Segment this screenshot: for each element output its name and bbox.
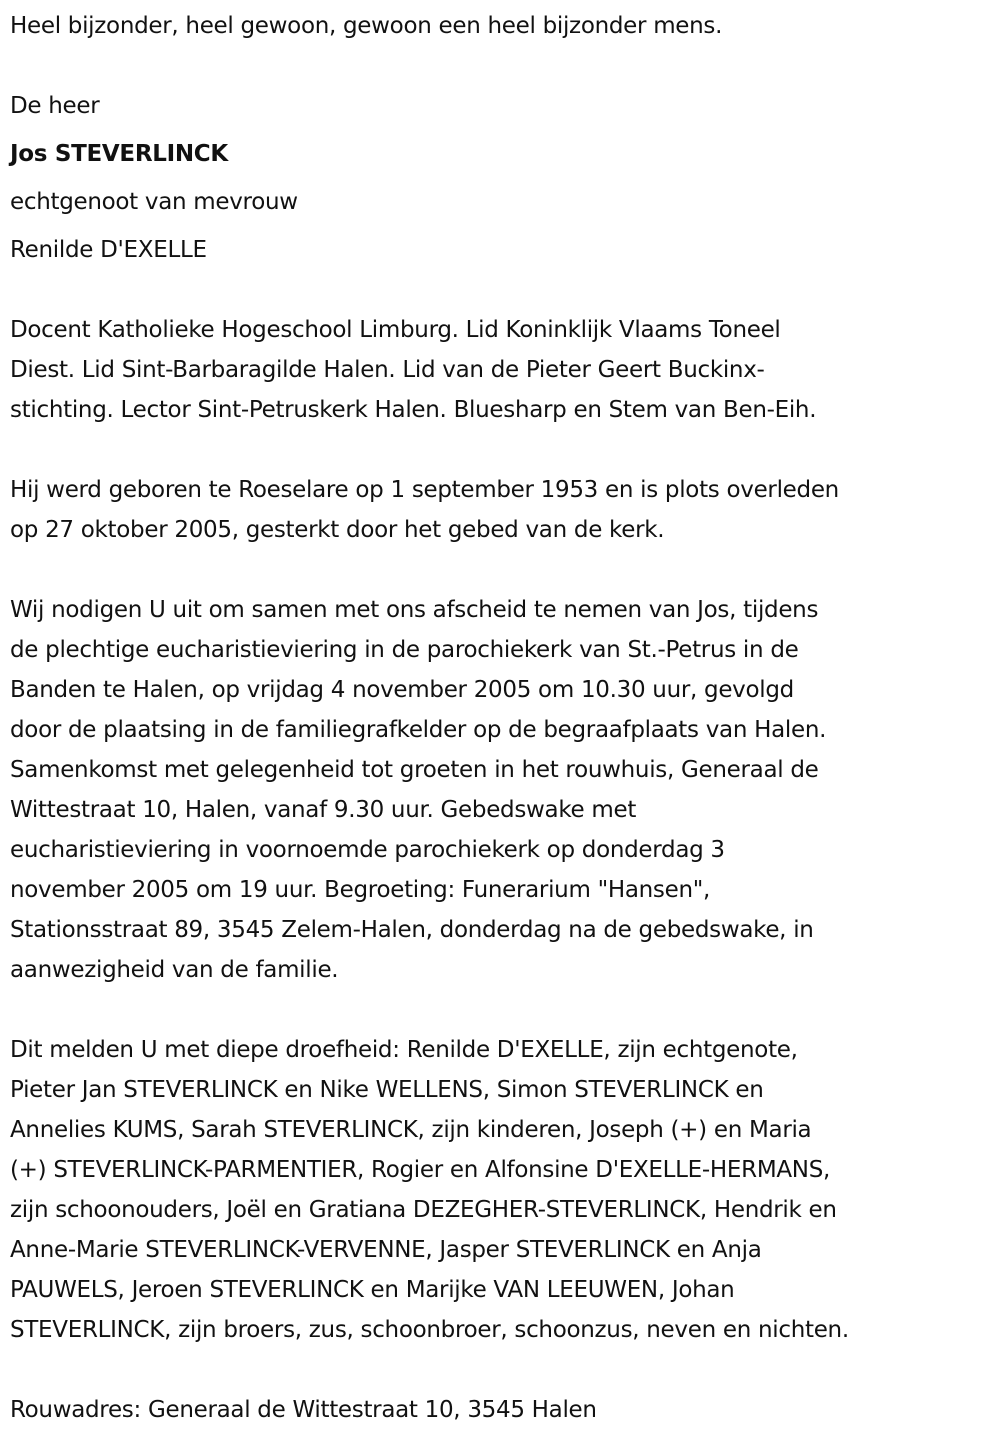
- birth-death-paragraph: Hij werd geboren te Roeselare op 1 september 1953 en is plots overleden op 27 oktober 2005, gesterkt door het gebed van de kerk.: [10, 477, 839, 543]
- invitation-paragraph: Wij nodigen U uit om samen met ons afscheid te nemen van Jos, tijdens de plechtige eucharistieviering in de parochiekerk van St.-Petrus in de Banden te Halen, op vrijdag 4 november 2005 om 10.30 uur, gevolgd door de plaatsing in de familiegrafkelder op de begraafplaats van Halen. Samenkomst met gelegenheid tot groeten in het rouwhuis, Generaal de Wittestraat 10, Halen, vanaf 9.30 uur. Gebedswake met eucharistieviering in voornoemde parochiekerk op donderdag 3 november 2005 om 19 uur. Begroeting: Funerarium "Hansen", Stationsstraat 89, 3545 Zelem-Halen, donderdag na de gebedswake, in aanwezigheid van de familie.: [10, 597, 827, 983]
- mourning-address: Rouwadres: Generaal de Wittestraat 10, 3545 Halen: [10, 1397, 597, 1423]
- spouse-name: Renilde D'EXELLE: [10, 237, 207, 263]
- family-paragraph: Dit melden U met diepe droefheid: Renilde D'EXELLE, zijn echtgenote, Pieter Jan STEVERLINCK en Nike WELLENS, Simon STEVERLINCK en Annelies KUMS, Sarah STEVERLINCK, zijn kinderen, Joseph (+) en Maria (+) STEVERLINCK-PARMENTIER, Rogier en Alfonsine D'EXELLE-HERMANS, zijn schoonouders, Joël en Gratiana DEZEGHER-STEVERLINCK, Hendrik en Anne-Marie STEVERLINCK-VERVENNE, Jasper STEVERLINCK en Anja PAUWELS, Jeroen STEVERLINCK en Marijke VAN LEEUWEN, Johan STEVERLINCK, zijn broers, zus, schoonbroer, schoonzus, neven en nichten.: [10, 1037, 849, 1343]
- bio-paragraph: Docent Katholieke Hogeschool Limburg. Lid Koninklijk Vlaams Toneel Diest. Lid Sint-Barbaragilde Halen. Lid van de Pieter Geert Buckinx- stichting. Lector Sint-Petruskerk Halen. Bluesharp en Stem van Ben-Eih.: [10, 317, 817, 423]
- spouse-label: echtgenoot van mevrouw: [10, 189, 298, 215]
- intro-line: Heel bijzonder, heel gewoon, gewoon een heel bijzonder mens.: [10, 13, 723, 39]
- deceased-name: Jos STEVERLINCK: [10, 141, 228, 167]
- deceased-title: De heer: [10, 93, 100, 119]
